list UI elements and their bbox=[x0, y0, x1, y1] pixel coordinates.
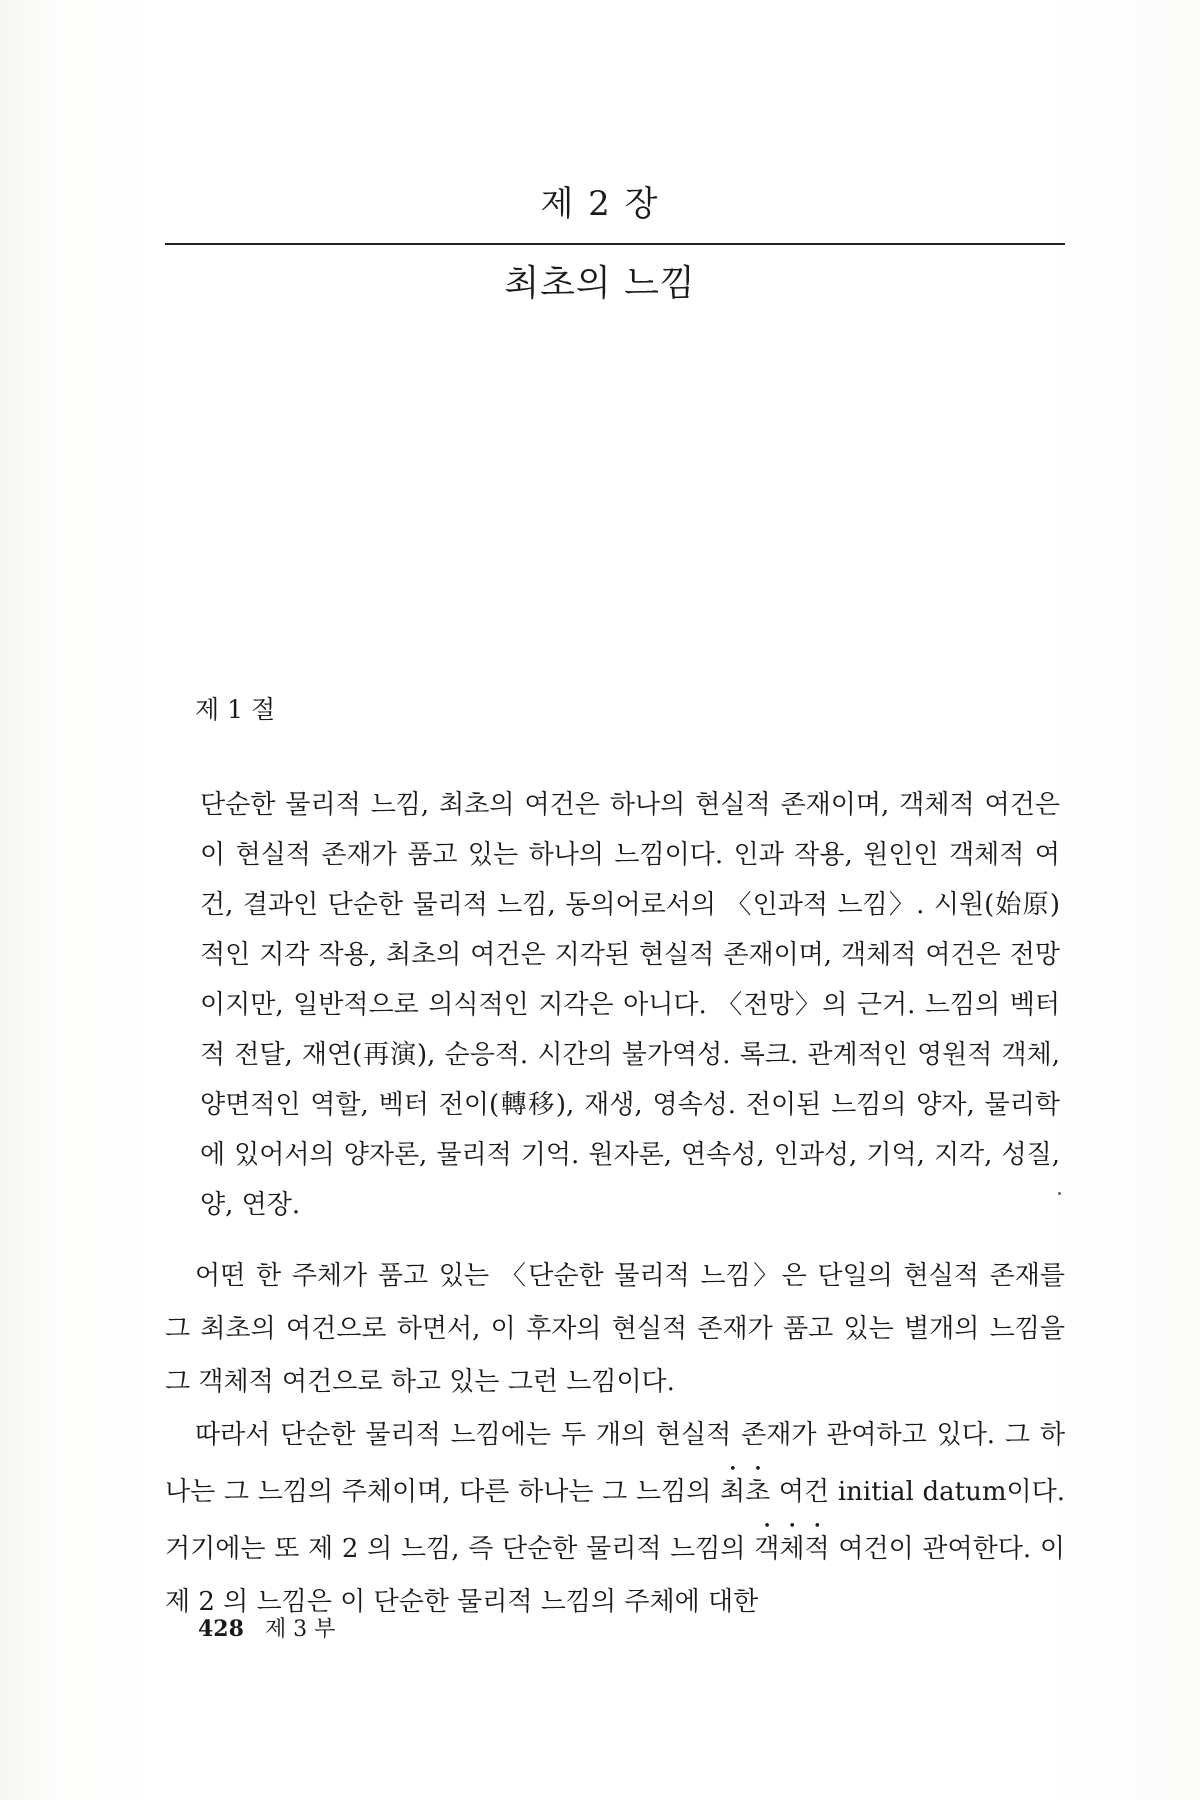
page-footer bbox=[198, 1612, 335, 1643]
paragraph-text: 따라서 단순한 물리적 느낌에는 두 개의 현실적 존재가 관여하고 있다. 그 하나는 그 느낌의 주체이며, 다른 하나는 그 느낌의 bbox=[165, 1420, 1065, 1507]
paragraph-text: 여건이 관여한다. 이 제 2 의 느낌은 이 단순한 물리적 느낌의 주체에 대한 bbox=[165, 1534, 1065, 1617]
paragraph-text: 여건 initial datum이다. 거기에는 또 제 2 의 느낌, 즉 단순한 물리적 느낌의 bbox=[165, 1477, 1065, 1564]
emphasized-term: 최초 bbox=[720, 1477, 771, 1507]
paragraph-analysis bbox=[165, 1409, 1065, 1629]
section-summary: 단순한 물리적 느낌, 최초의 여건은 하나의 현실적 존재이며, 객체적 여건은 이 현실적 존재가 품고 있는 하나의 느낌이다. 인과 작용, 원인인 객체적 여건, 결과인 단순한 물리적 느낌, 동의어로서의 〈인과적 느낌〉. 시원(始原)적인 지각 작용, 최초의 여건은 지각된 현실적 존재이며, 객체적 여건은 전망이지만, 일반적으로 의식적인 지각은 아니다. 〈전망〉의 근거. 느낌의 벡터적 전달, 재연(再演), 순응적. 시간의 불가역성. 록크. 관계적인 영원적 객체, 양면적인 역할, 벡터 전이(轉移), 재생, 영속성. 전이된 느낌의 양자, 물리학에 있어서의 양자론, 물리적 기억. 원자론, 연속성, 인과성, 기억, 지각, 성질, 양, 연장. bbox=[200, 790, 1060, 1220]
chapter-divider bbox=[165, 243, 1065, 245]
chapter-label: 제 2 장 bbox=[540, 184, 660, 224]
paragraph-definition: 어떤 한 주체가 품고 있는 〈단순한 물리적 느낌〉은 단일의 현실적 존재를 그 최초의 여건으로 하면서, 이 후자의 현실적 존재가 품고 있는 별개의 느낌을 그 객체적 여건으로 하고 있는 그런 느낌이다. bbox=[165, 1261, 1065, 1397]
page-number: 428 bbox=[198, 1616, 244, 1642]
part-label: 제 3 부 bbox=[264, 1617, 336, 1642]
body-text bbox=[165, 1250, 1065, 1629]
stray-mark bbox=[1058, 1192, 1061, 1195]
chapter-title: 최초의 느낌 bbox=[504, 263, 696, 304]
section-label: 제 1 절 bbox=[195, 695, 276, 724]
emphasized-term: 객체적 bbox=[754, 1534, 830, 1564]
